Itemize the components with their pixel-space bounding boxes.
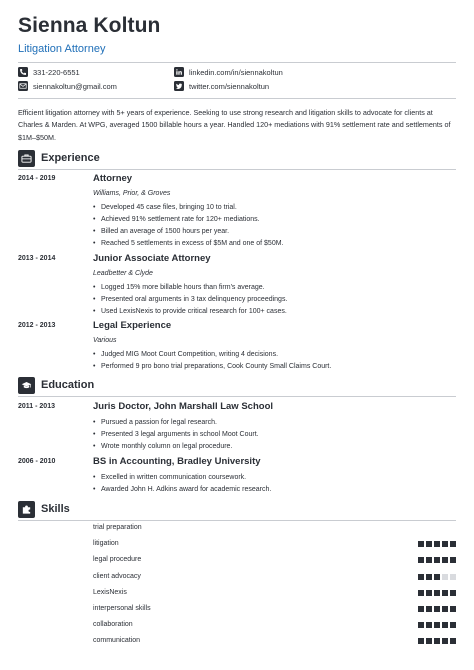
entry-bullet: • Judged MIG Moot Court Competition, writing 4 decisions. (93, 349, 456, 361)
twitter-icon (174, 81, 184, 91)
skill-row (93, 523, 456, 534)
entry-role: Junior Associate Attorney (93, 253, 211, 264)
twitter-text[interactable]: twitter.com/siennakoltun (189, 81, 270, 91)
skill-rating (418, 606, 456, 612)
entry-company: Various (93, 337, 117, 344)
rating-square-empty (442, 574, 448, 580)
rating-square-filled (418, 541, 424, 547)
skill-rating (418, 638, 456, 644)
section-skills-header (18, 500, 456, 518)
rating-square-filled (450, 622, 456, 628)
linkedin-text[interactable]: linkedin.com/in/siennakoltun (189, 67, 283, 77)
rating-square-filled (418, 622, 424, 628)
entry-bullet: • Achieved 91% settlement rate for 120+ mediations. (93, 214, 456, 226)
skill-row (93, 572, 456, 583)
skill-name: LexisNexis (93, 588, 127, 596)
summary-paragraph (18, 107, 456, 144)
entry-bullet: • Developed 45 case files, bringing 10 to trial. (93, 202, 456, 214)
skill-row (93, 636, 456, 647)
rating-square-filled (434, 590, 440, 596)
skill-row (93, 588, 456, 599)
section-title: Experience (41, 152, 100, 164)
skill-rating (418, 622, 456, 628)
entry-bullet: • Billed an average of 1500 hours per year. (93, 226, 456, 238)
graduation-cap-icon (18, 377, 35, 394)
skill-row (93, 604, 456, 615)
rating-square-filled (450, 606, 456, 612)
entry-dates: 2014 - 2019 (18, 175, 56, 182)
puzzle-icon (18, 501, 35, 518)
entry-degree: BS in Accounting, Bradley University (93, 456, 261, 467)
candidate-name: Sienna Koltun (18, 14, 161, 37)
rating-square-filled (442, 638, 448, 644)
rating-square-filled (442, 622, 448, 628)
skill-row (93, 555, 456, 566)
rating-square-filled (426, 606, 432, 612)
entry-bullet: • Presented oral arguments in 3 tax delinquency proceedings. (93, 294, 456, 306)
skill-rating (418, 557, 456, 563)
rating-square-filled (418, 590, 424, 596)
rating-square-filled (434, 622, 440, 628)
section-divider (18, 169, 456, 170)
entry-bullet: • Pursued a passion for legal research. (93, 417, 456, 429)
skill-name: collaboration (93, 621, 133, 629)
rating-square-filled (418, 557, 424, 563)
rating-square-filled (450, 557, 456, 563)
rating-square-filled (434, 557, 440, 563)
entry-bullet: • Wrote monthly column on legal procedure. (93, 441, 456, 453)
rating-square-filled (426, 574, 432, 580)
rating-square-filled (426, 557, 432, 563)
entry-degree: Juris Doctor, John Marshall Law School (93, 401, 274, 412)
summary-line: $1M–$50M. (18, 132, 56, 142)
entry-dates: 2012 - 2013 (18, 322, 56, 329)
rating-square-filled (434, 638, 440, 644)
rating-square-filled (450, 590, 456, 596)
entry-dates: 2013 - 2014 (18, 255, 56, 262)
rating-square-filled (426, 590, 432, 596)
header-divider (18, 62, 456, 63)
contact-divider (18, 98, 456, 99)
entry-dates: 2011 - 2013 (18, 403, 55, 410)
section-title: Skills (41, 503, 70, 515)
rating-square-filled (434, 606, 440, 612)
phone-icon (18, 67, 28, 77)
section-divider (18, 396, 456, 397)
rating-square-filled (426, 541, 432, 547)
section-education-header (18, 376, 456, 394)
rating-square-empty (450, 574, 456, 580)
rating-square-filled (418, 606, 424, 612)
rating-square-filled (434, 574, 440, 580)
skill-row (93, 620, 456, 631)
skill-row (93, 539, 456, 550)
rating-square-filled (442, 590, 448, 596)
skill-name: communication (93, 637, 141, 645)
rating-square-filled (442, 557, 448, 563)
section-title: Education (41, 379, 95, 391)
section-experience-header (18, 149, 456, 167)
rating-square-filled (442, 606, 448, 612)
phone-text: 331-220-6551 (33, 67, 80, 77)
summary-line: Efficient litigation attorney with 5+ years of experience. Seeking to use strong research and litigation skills to advocate for clients at (18, 108, 433, 117)
skill-name: interpersonal skills (93, 605, 151, 612)
rating-square-filled (426, 622, 432, 628)
rating-square-filled (450, 541, 456, 547)
entry-bullet: • Performed 9 pro bono trial preparations, Cook County Small Claims Court. (93, 361, 456, 373)
rating-square-filled (426, 638, 432, 644)
entry-company: Leadbetter & Clyde (93, 270, 153, 277)
entry-company: Williams, Prior, & Groves (93, 190, 171, 197)
rating-square-filled (418, 574, 424, 580)
linkedin-icon (174, 67, 184, 77)
email-icon (18, 81, 28, 91)
email-text[interactable]: siennakoltun@gmail.com (33, 81, 117, 91)
entry-bullet: • Used LexisNexis to provide critical research for 100+ cases. (93, 306, 456, 318)
entry-bullet: • Logged 15% more billable hours than firm's average. (93, 282, 456, 294)
section-divider (18, 520, 456, 521)
rating-square-filled (442, 541, 448, 547)
briefcase-icon (18, 150, 35, 167)
contact-email (18, 81, 117, 91)
skill-rating (418, 574, 456, 580)
skill-name: trial preparation (93, 524, 142, 531)
entry-bullet: • Awarded John H. Adkins award for academic research. (93, 484, 456, 496)
contact-phone (18, 67, 80, 77)
skill-name: client advocacy (93, 572, 141, 580)
entry-role: Attorney (93, 173, 133, 184)
rating-square-filled (450, 638, 456, 644)
entry-role: Legal Experience (93, 320, 172, 331)
entry-bullet: • Excelled in written communication coursework. (93, 472, 456, 484)
contact-twitter (174, 81, 269, 91)
candidate-title: Litigation Attorney (18, 43, 106, 55)
summary-line: Charles & Marden. At WPG, averaged 1500 billable hours a year. Handled 120+ mediations with 91% settlement rate and settlements of (18, 120, 451, 130)
skill-name: legal procedure (93, 556, 142, 564)
skill-name: litigation (93, 540, 119, 548)
skill-rating (418, 541, 456, 547)
entry-bullet: • Presented 3 legal arguments in school Moot Court. (93, 429, 456, 441)
skill-rating (418, 590, 456, 596)
entry-bullet: • Reached 5 settlements in excess of $5M and one of $50M. (93, 238, 456, 250)
rating-square-filled (418, 638, 424, 644)
rating-square-filled (434, 541, 440, 547)
contact-linkedin (174, 67, 283, 77)
entry-dates: 2006 - 2010 (18, 458, 56, 465)
